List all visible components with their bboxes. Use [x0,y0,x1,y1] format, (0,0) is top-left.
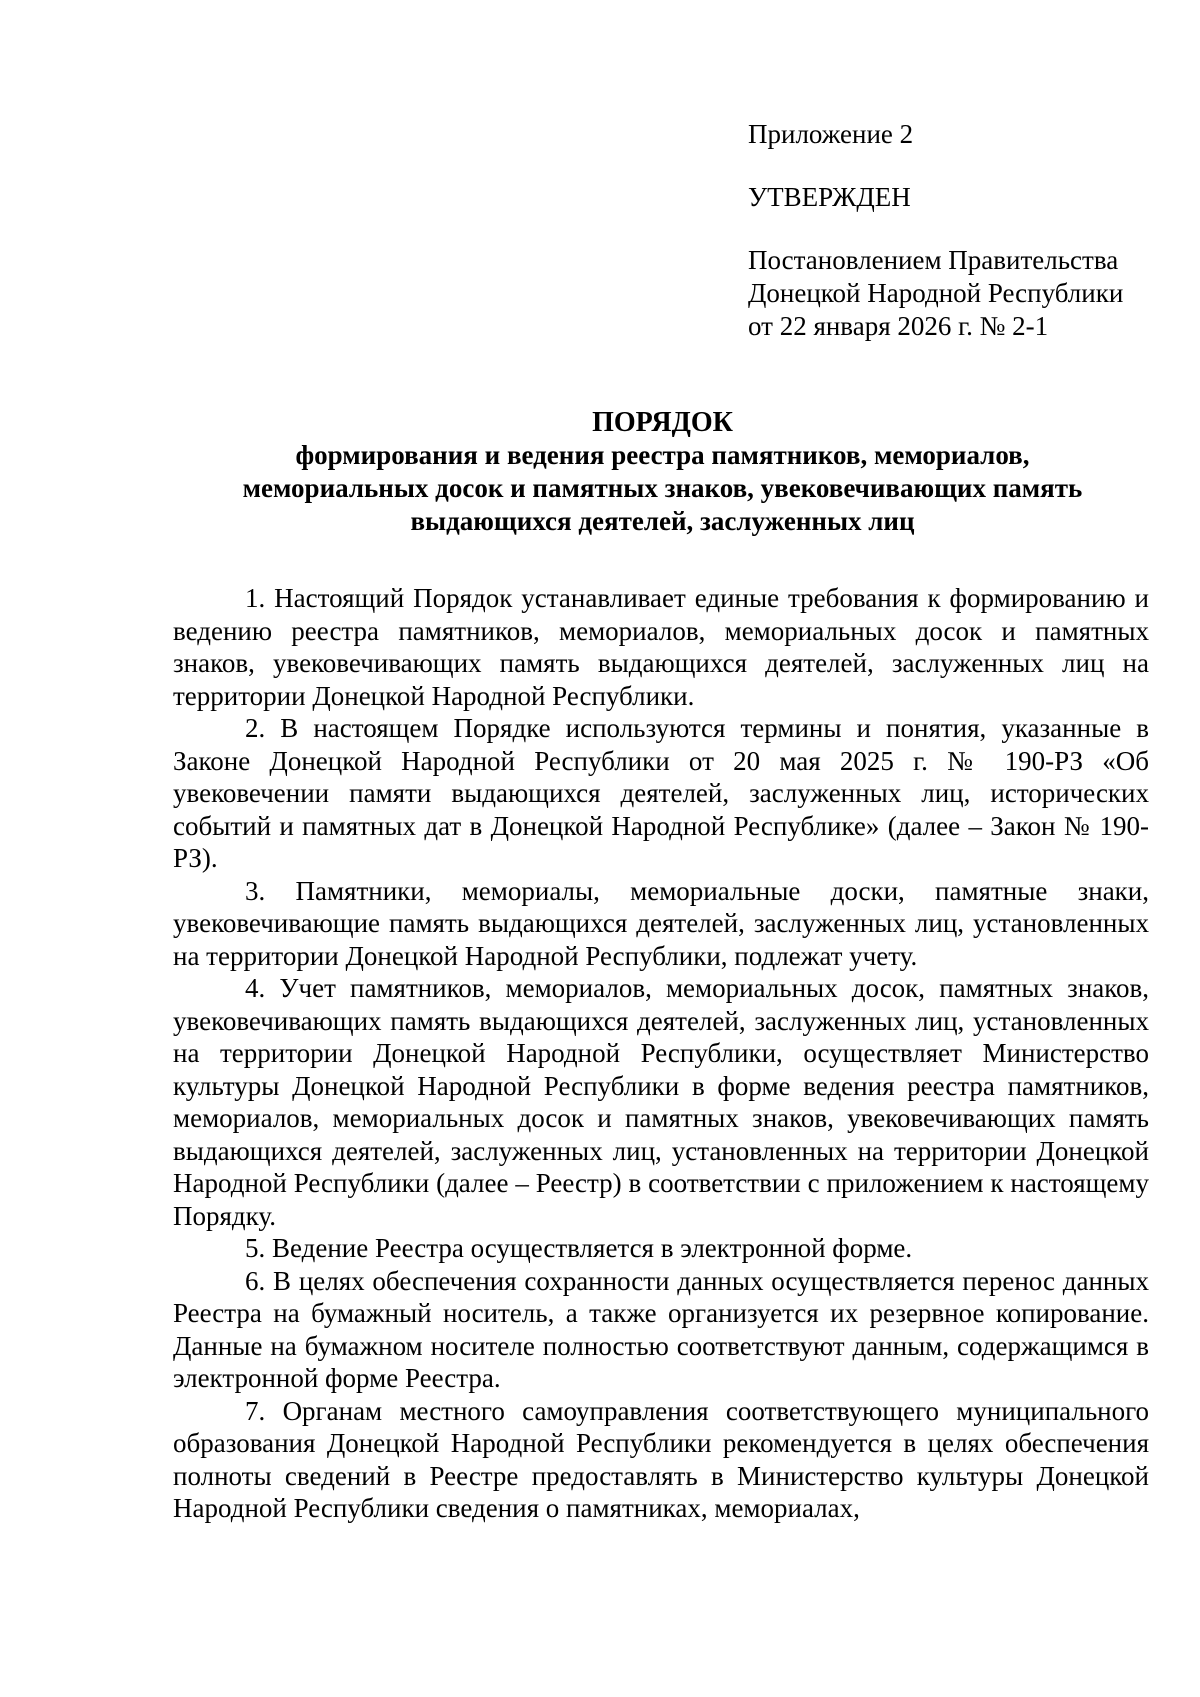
paragraph-7: 7. Органам местного самоуправления соответствующего муниципального образования Донецкой Народной Республики рекомендуется в целях обеспечения полноты сведений в Реестре предоставлять в Министерство культуры Донецкой Народной Республики сведения о памятниках, мемориалах, [173,1395,1149,1523]
appendix-label: Приложение 2 [748,119,914,149]
title-sub-line-3: выдающихся деятелей, заслуженных лиц [410,506,915,536]
document-body [173,582,1149,1525]
spacer [748,214,1168,244]
decree-line-3: от 22 января 2026 г. № 2-1 [748,311,1049,341]
paragraph-1: 1. Настоящий Порядок устанавливает единые требования к формированию и ведению реестра памятников, мемориалов, мемориальных досок и памятных знаков, увековечивающих память выдающихся деятелей, заслуженных лиц на территории Донецкой Народной Республики. [173,583,1149,711]
title-main: ПОРЯДОК [592,407,733,438]
spacer [748,151,1168,181]
decree-line-2: Донецкой Народной Республики [748,278,1124,308]
paragraph-4: 4. Учет памятников, мемориалов, мемориальных досок, памятных знаков, увековечивающих память выдающихся деятелей, заслуженных лиц, установленных на территории Донецкой Народной Республики, осуществляет Министерство культуры Донецкой Народной Республики в форме ведения реестра памятников, мемориалов, мемориальных досок и памятных знаков, увековечивающих память выдающихся деятелей, заслуженных лиц, установленных на территории Донецкой Народной Республики (далее – Реестр) в соответствии с приложением к настоящему Порядку. [173,973,1149,1231]
paragraph-2: 2. В настоящем Порядке используются термины и понятия, указанные в Законе Донецкой Народной Республики от 20 мая 2025 г. № 190-РЗ «Об увековечении памяти выдающихся деятелей, заслуженных лиц, исторических событий и памятных дат в Донецкой Народной Республике» (далее – Закон № 190-РЗ). [173,713,1149,873]
title-sub-line-1: формирования и ведения реестра памятников, мемориалов, [295,440,1030,470]
document-title [175,406,1150,538]
title-sub-line-2: мемориальных досок и памятных знаков, увековечивающих память [242,473,1083,503]
approval-block [748,118,1168,343]
decree-line-1: Постановлением Правительства [748,245,1119,275]
paragraph-3: 3. Памятники, мемориалы, мемориальные доски, памятные знаки, увековечивающие память выдающихся деятелей, заслуженных лиц, установленных на территории Донецкой Народной Республики, подлежат учету. [173,875,1149,971]
approved-label: УТВЕРЖДЕН [748,182,911,212]
paragraph-5: 5. Ведение Реестра осуществляется в электронной форме. [245,1233,913,1263]
paragraph-6: 6. В целях обеспечения сохранности данных осуществляется перенос данных Реестра на бумажный носитель, а также организуется их резервное копирование. Данные на бумажном носителе полностью соответствуют данным, содержащимся в электронной форме Реестра. [173,1265,1149,1393]
